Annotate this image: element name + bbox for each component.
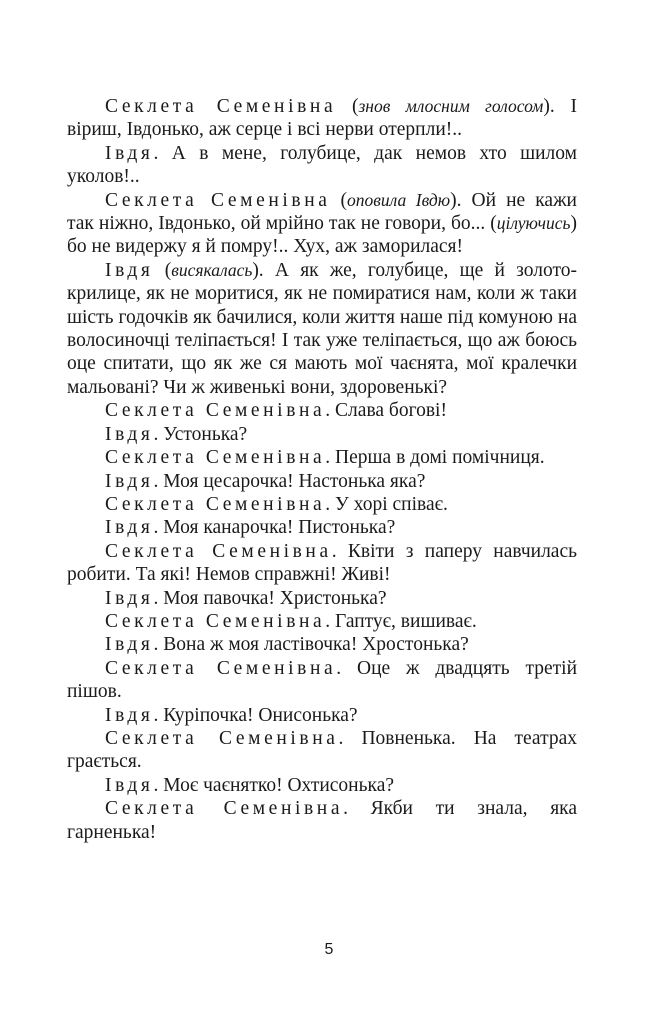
speaker-name: Секлета Семенівна (105, 189, 331, 211)
speaker-name: Івдя (105, 587, 154, 609)
speech-text: . А в мене, голубице, дак немов хто шилом уколов!.. (67, 142, 577, 188)
speech-text: . Оце ж двадцять третій пішов. (67, 657, 578, 703)
dialogue-paragraph (67, 587, 577, 610)
speaker-name: Секлета Семенівна (105, 727, 339, 749)
stage-direction: цілуючись (496, 213, 571, 234)
speaker-name: Секлета Семенівна (105, 96, 337, 117)
speaker-name: Івдя (105, 470, 154, 492)
stage-direction: висякалась (171, 259, 253, 280)
speaker-name: Івдя (105, 634, 154, 656)
dialogue-paragraph (67, 797, 577, 844)
speech-text: . Слава богові! (325, 400, 447, 422)
speaker-name: Секлета Семенівна (105, 400, 326, 422)
speech-text: . Устонька? (153, 423, 248, 445)
speaker-name: Івдя (105, 774, 154, 796)
dialogue-paragraph (67, 516, 577, 539)
speech-text: ). І віриш, Івдонько, аж серце і всі нерви отерпли!.. (67, 96, 577, 141)
speech-text: . Перша в домі помічниця. (325, 447, 545, 469)
speech-text: ). Ой не кажи так ніжно, Івдонько, ой мрійно так не говори, бо... ( (67, 189, 577, 235)
stage-direction: знов млосним голосом (358, 96, 544, 116)
speaker-name: Секлета Семенівна (105, 798, 344, 820)
speech-text: . Моя павочка! Христонька? (153, 587, 387, 609)
speaker-name: Секлета Семенівна (105, 540, 332, 562)
speech-text: . Вона ж моя ластівочка! Хростонька? (153, 634, 469, 656)
speaker-name: Секлета Семенівна (105, 610, 326, 632)
stage-direction: оповила Івдю (347, 189, 451, 210)
speech-text: . Моя цесарочка! Настонька яка? (153, 470, 426, 492)
speech-text: . Моє чаєнятко! Охтисонька? (153, 774, 394, 796)
dialogue-paragraph (67, 470, 577, 493)
speech-text: ( (153, 259, 172, 281)
speaker-name: Секлета Семенівна (105, 657, 337, 679)
speech-text: ) бо не видержу я й помру!.. Хух, аж заморилася! (67, 213, 577, 258)
dialogue-paragraph (67, 399, 577, 422)
speaker-name: Секлета Семенівна (105, 447, 326, 469)
speaker-name: Івдя (105, 704, 154, 726)
speech-text: . Гаптує, вишиває. (325, 610, 477, 632)
dialogue-paragraph (67, 423, 577, 446)
dialogue-paragraph (67, 704, 577, 727)
dialogue-paragraph (67, 142, 577, 189)
dialogue-paragraph (67, 95, 577, 142)
speech-text: ). А як же, голубице, ще й золото-крилице, як не моритися, як не помиратися нам, коли ж таки шість годочків як бачилися, коли життя наше під комуною на волосиночці теліпається! І так уже теліпається, що аж боюсь оце спитати, що як же ся мають мої чаєнята, мої кралечки мальовані? Чи ж живенькі вони, здоровенькі? (67, 259, 577, 398)
page-text-block (67, 95, 577, 844)
dialogue-paragraph (67, 446, 577, 469)
dialogue-paragraph (67, 189, 577, 259)
speech-text: . У хорі співає. (325, 493, 448, 515)
dialogue-paragraph (67, 657, 577, 704)
speech-text: ( (330, 189, 348, 211)
speaker-name: Секлета Семенівна (105, 493, 326, 515)
dialogue-paragraph (67, 610, 577, 633)
dialogue-paragraph (67, 774, 577, 797)
speaker-name: Івдя (105, 423, 154, 445)
dialogue-paragraph (67, 540, 577, 587)
speech-text: . Повненька. На театрах грається. (67, 727, 577, 773)
speech-text: . Моя канарочка! Пистонька? (153, 517, 396, 539)
speech-text: . Якби ти знала, яка гарненька! (67, 798, 577, 843)
speech-text: ( (336, 96, 359, 117)
speech-text: . Квіти з паперу навчилась робити. Та які! Немов справжні! Живі! (67, 540, 577, 586)
dialogue-paragraph (67, 727, 577, 774)
speaker-name: Івдя (105, 142, 154, 164)
speaker-name: Івдя (105, 259, 154, 281)
page-number: 5 (324, 941, 334, 958)
speech-text: . Куріпочка! Онисонька? (153, 704, 358, 726)
dialogue-paragraph (67, 259, 577, 399)
dialogue-paragraph (67, 493, 577, 516)
speaker-name: Івдя (105, 517, 154, 539)
dialogue-paragraph (67, 633, 577, 656)
